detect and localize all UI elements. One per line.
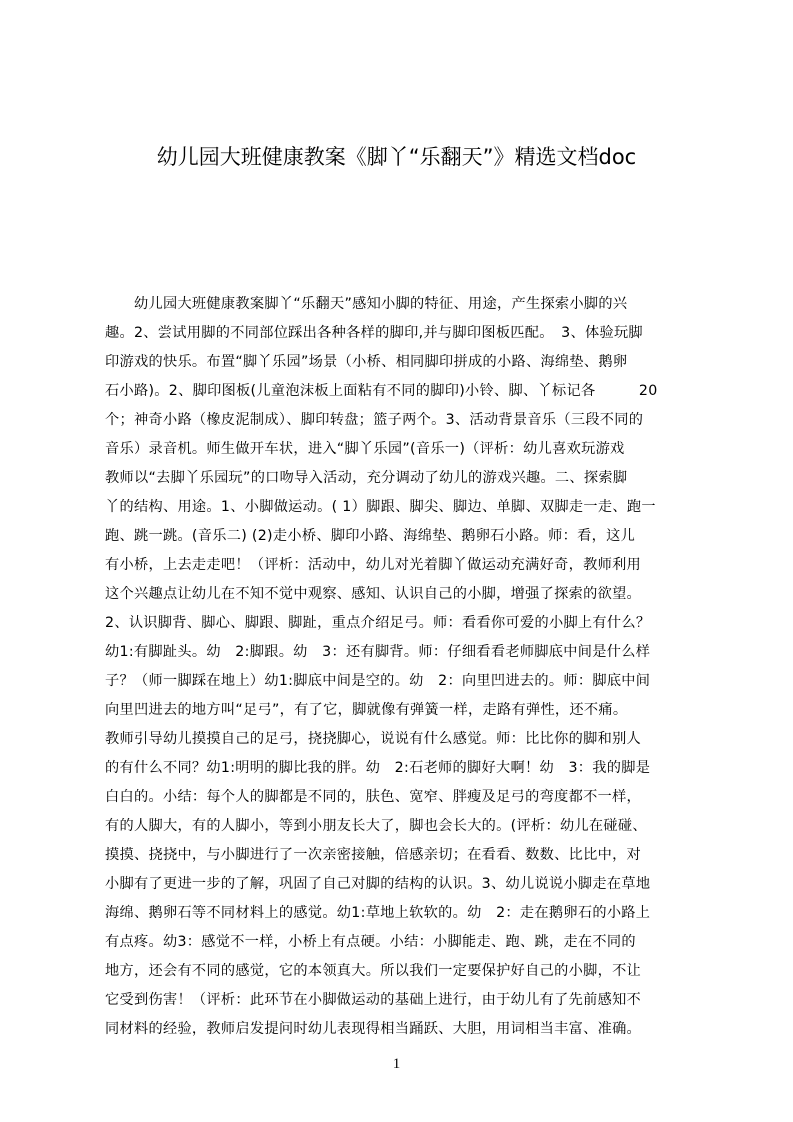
text-line: 有小桥，上去走走吧！（评析：活动中，幼儿对光着脚丫做运动充满好奇，教师利用 [105,557,642,573]
text-line: 幼1:有脚趾头。幼 2:脚跟。幼 3：还有脚背。师：仔细看看老师脚底中间是什么样 [105,644,651,660]
text-line: 石小路)。2、脚印图板(儿童泡沫板上面粘有不同的脚印)小铃、脚、丫标记各 20 [105,383,658,399]
text-line: 教师以“去脚丫乐园玩”的口吻导入活动，充分调动了幼儿的游戏兴趣。二、探索脚 [105,470,628,486]
text-line: 音乐）录音机。师生做开车状，进入“脚丫乐园”(音乐一)（评析：幼儿喜欢玩游戏 [105,441,625,457]
text-line: 向里凹进去的地方叫“足弓”，有了它，脚就像有弹簧一样，走路有弹性，还不痛。 [105,702,628,718]
text-line: 海绵、鹅卵石等不同材料上的感觉。幼1:草地上软软的。幼 2：走在鹅卵石的小路上 [105,905,651,921]
text-line: 的有什么不同？幼1:明明的脚比我的胖。幼 2:石老师的脚好大啊！幼 3：我的脚是 [105,760,651,776]
text-line: 它受到伤害！（评析：此环节在小脚做运动的基础上进行，由于幼儿有了先前感知不 [105,992,642,1008]
body-text [105,290,697,1037]
text-line: 小脚有了更进一步的了解，巩固了自己对脚的结构的认识。3、幼儿说说小脚走在草地 [105,876,651,892]
text-line: 趣。2、尝试用脚的不同部位踩出各种各样的脚印,并与脚印图板匹配。 3、体验玩脚 [105,325,643,341]
text-line: 幼儿园大班健康教案脚丫“乐翻天”感知小脚的特征、用途，产生探索小脚的兴 [105,296,628,312]
text-line: 地方，还会有不同的感觉，它的本领真大。所以我们一定要保护好自己的小脚，不让 [105,963,642,979]
text-line: 丫的结构、用途。1、小脚做运动。( 1）脚跟、脚尖、脚边、单脚、双脚走一走、跑一 [105,499,656,515]
text-line: 2、认识脚背、脚心、脚跟、脚趾，重点介绍足弓。师：看看你可爱的小脚上有什么？ [105,615,651,631]
text-line: 有的人脚大，有的人脚小，等到小朋友长大了，脚也会长大的。(评析：幼儿在碰碰、 [105,818,647,834]
document-title: 幼儿园大班健康教案《脚丫“乐翻天”》精选文档doc [156,145,637,169]
text-line: 同材料的经验，教师启发提问时幼儿表现得相当踊跃、大胆，用词相当丰富、准确。 [105,1021,642,1037]
text-line: 跑、跳一跳。(音乐二) (2)走小桥、脚印小路、海绵垫、鹅卵石小路。师：看，这儿 [105,528,636,544]
text-line: 白白的。小结：每个人的脚都是不同的，肤色、宽窄、胖瘦及足弓的弯度都不一样， [105,789,642,805]
text-line: 摸摸、挠挠中，与小脚进行了一次亲密接触，倍感亲切；在看看、数数、比比中，对 [105,847,642,863]
text-line: 这个兴趣点让幼儿在不知不觉中观察、感知、认识自己的小脚，增强了探索的欲望。 [105,586,642,602]
text-line: 子？（师一脚踩在地上）幼1:脚底中间是空的。幼 2：向里凹进去的。师：脚底中间 [105,673,651,689]
text-line: 个；神奇小路（橡皮泥制成）、脚印转盘；篮子两个。3、活动背景音乐（三段不同的 [105,412,644,428]
text-line: 印游戏的快乐。布置“脚丫乐园”场景（小桥、相同脚印拼成的小路、海绵垫、鹅卵 [105,354,628,370]
page-number: 1 [392,1056,401,1072]
text-line: 教师引导幼儿摸摸自己的足弓，挠挠脚心，说说有什么感觉。师：比比你的脚和别人 [105,731,642,747]
text-line: 有点疼。幼3：感觉不一样，小桥上有点硬。小结：小脚能走、跑、跳，走在不同的 [105,934,636,950]
